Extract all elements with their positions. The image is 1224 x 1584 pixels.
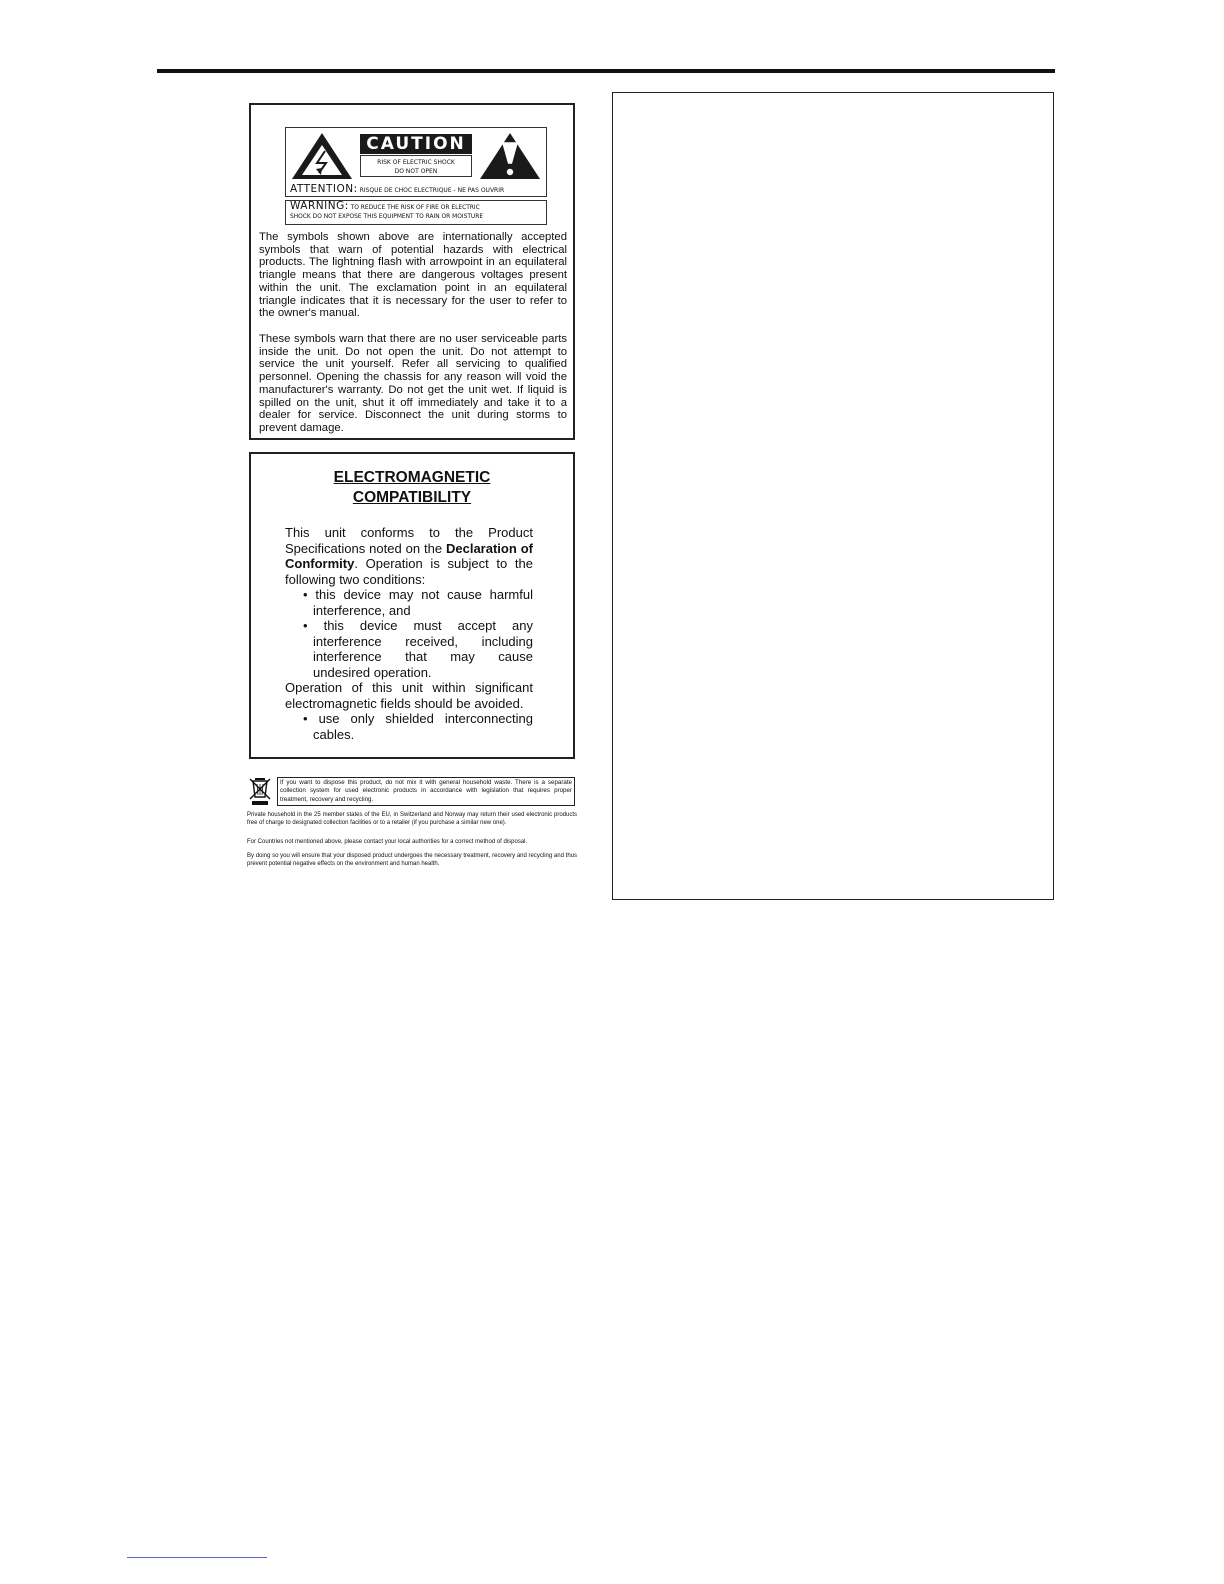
caution-line-2: DO NOT OPEN	[394, 168, 438, 175]
emc-title	[251, 468, 573, 508]
emc-bullet-3: • use only shielded interconnecting cables.	[303, 711, 533, 742]
emc-intro-tail: . Operation is subject to the following two conditions:	[285, 556, 533, 587]
disposal-note-eu: Private household in the 25 member states of the EU, in Switzerland and Norway may return their used electronic products free of charge to designated collection facilities or to a retailer (if you purchase a similar new one).	[247, 812, 577, 826]
blank-panel	[612, 92, 1054, 900]
symbols-paragraph: The symbols shown above are internationally accepted symbols that warn of potential hazards with electrical products. The lightning flash with arrowpoint in an equilateral triangle means that there are dangerous voltages present within the unit. The exclamation point in an equilateral triangle indicates that it is necessary for the user to refer to the owner's manual.	[259, 231, 567, 320]
caution-panel	[249, 103, 575, 440]
emc-intro-text: This unit conforms to the Product Specifications noted on the	[285, 525, 533, 556]
emc-bullet-1-text: this device may not cause harmful interference, and	[313, 587, 533, 618]
emc-bullet-2: • this device must accept any interference received, including interference that may cause undesired operation.	[303, 618, 533, 680]
warning-text-2: SHOCK DO NOT EXPOSE THIS EQUIPMENT TO RAIN OR MOISTURE	[290, 213, 484, 220]
caution-label	[285, 127, 547, 197]
disposal-notice-box: If you want to dispose this product, do not mix it with general household waste. There is a separate collection system for used electronic products in accordance with legislation that requires proper treatment, recovery and recycling.	[277, 777, 575, 806]
lightning-triangle-icon	[290, 131, 354, 181]
declaration-of-conformity: Declaration of Conformity	[285, 540, 533, 571]
emc-bullet-3-text: use only shielded interconnecting cables.	[313, 711, 533, 742]
disposal-note-benefits: By doing so you will ensure that your disposed product undergoes the necessary treatment, recovery and recycling and thus prevent potential negative effects on the environment and human health.	[247, 853, 577, 867]
emc-conformity-section	[285, 525, 533, 680]
emc-intro	[285, 525, 533, 587]
emc-panel	[249, 452, 575, 759]
warning-box	[285, 200, 547, 225]
warning-label: WARNING:	[290, 200, 349, 212]
caution-subtext	[360, 155, 472, 177]
service-paragraph: These symbols warn that there are no user serviceable parts inside the unit. Do not open the unit. Do not attempt to service the unit yourself. Refer all servicing to qualified personnel. Opening the chassis for any reason will void the manufacturer's warranty. Do not get the unit wet. If liquid is spilled on the unit, shut it off immediately and take it to a dealer for service. Disconnect the unit during storms to prevent damage.	[259, 333, 567, 434]
emc-title-line-1: ELECTROMAGNETIC	[333, 469, 491, 486]
emc-field-paragraph: Operation of this unit within significant electromagnetic fields should be avoided.	[285, 680, 533, 711]
emc-bullet-1: • this device may not cause harmful interference, and	[303, 587, 533, 618]
attention-line	[290, 183, 546, 197]
caution-heading: CAUTION	[360, 134, 472, 154]
emc-field-section	[285, 680, 533, 742]
exclamation-triangle-icon	[478, 131, 542, 181]
emc-bullet-2-text: this device must accept any interference received, including interference that may cause undesired operation.	[313, 618, 533, 680]
header-rule	[157, 69, 1055, 73]
attention-label: ATTENTION:	[290, 183, 358, 195]
attention-text: RISQUE DE CHOC ELECTRIQUE - NE PAS OUVRIR	[359, 187, 505, 194]
disposal-note-other-countries: For Countries not mentioned above, please contact your local authorities for a correct method of disposal.	[247, 839, 528, 845]
footnote-rule	[127, 1557, 267, 1558]
warning-text-1: TO REDUCE THE RISK OF FIRE OR ELECTRIC	[350, 205, 480, 211]
crossed-bin-icon	[249, 776, 271, 806]
caution-line-1: RISK OF ELECTRIC SHOCK	[377, 159, 455, 166]
emc-title-line-2: COMPATIBILITY	[352, 489, 472, 506]
